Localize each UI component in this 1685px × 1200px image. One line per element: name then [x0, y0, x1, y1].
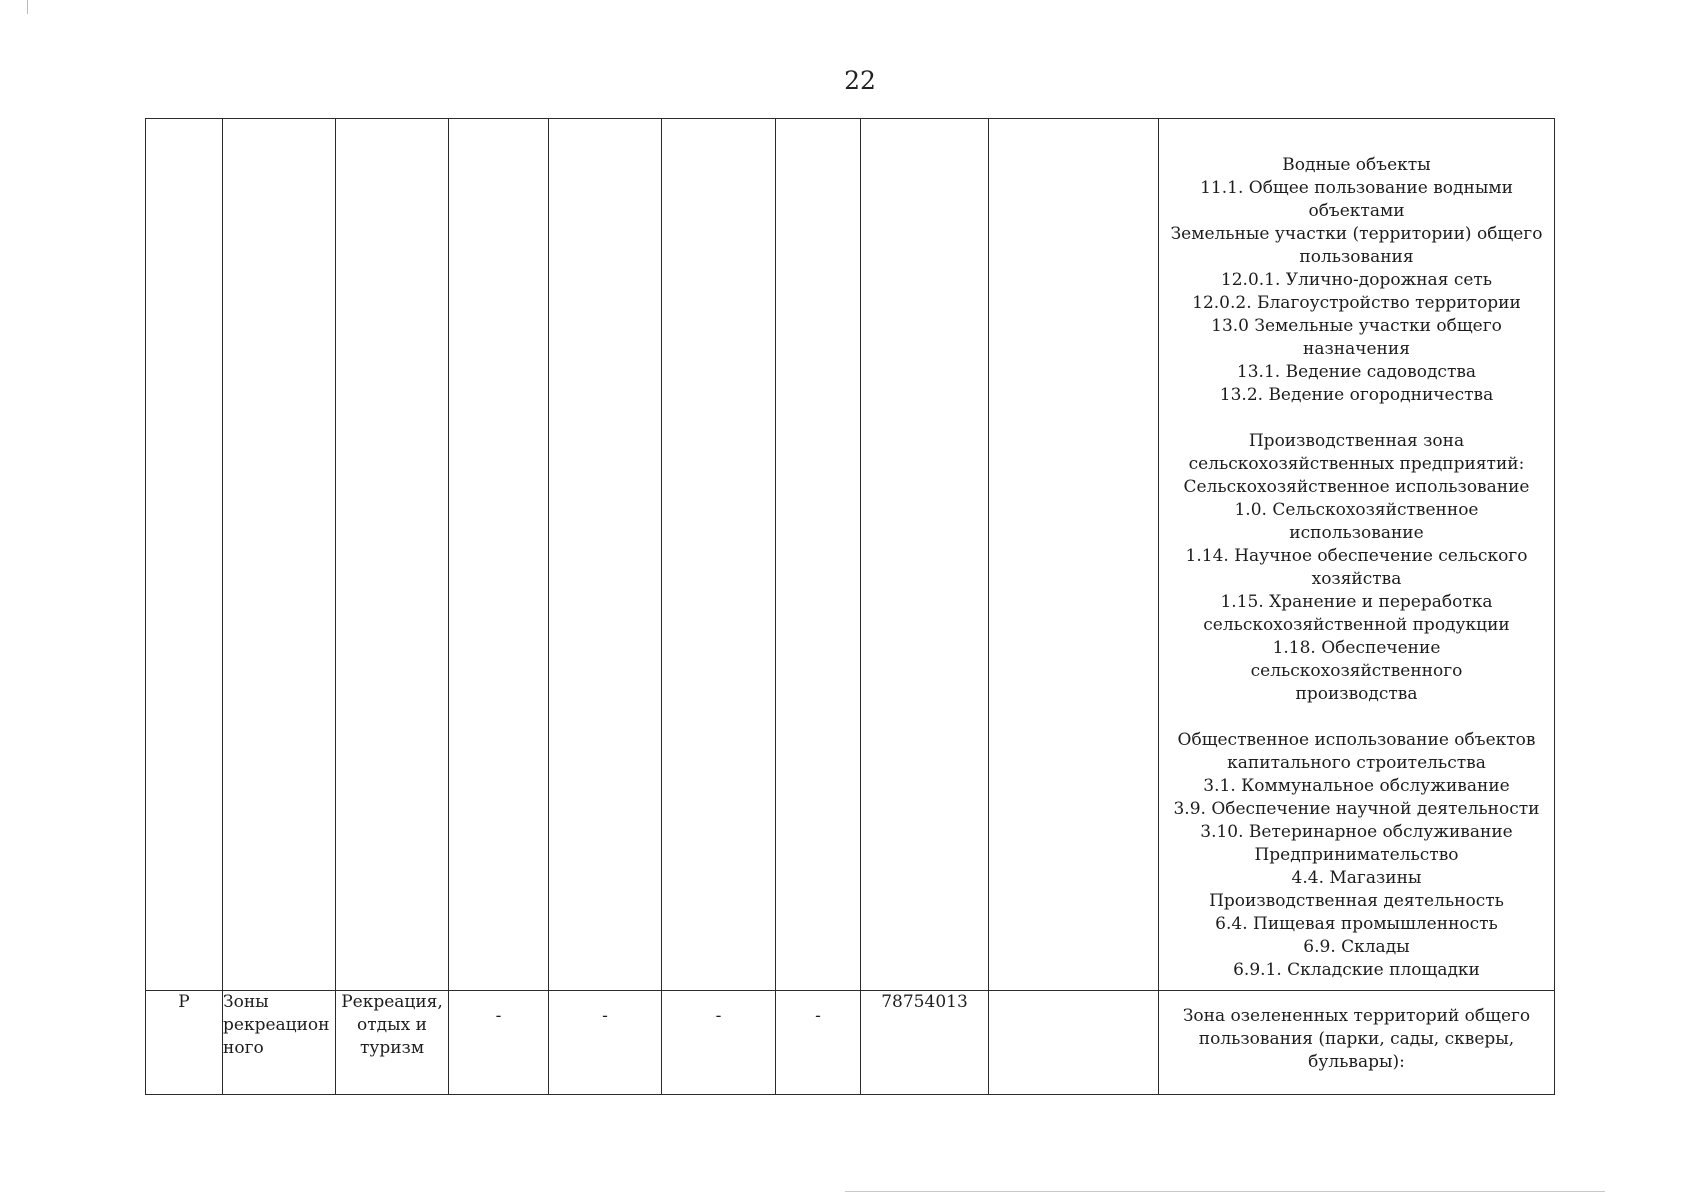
text-line: Зоны	[223, 992, 269, 1012]
text-line: 3.9. Обеспечение научной деятельности	[1173, 799, 1540, 819]
text-line: 13.2. Ведение огородничества	[1219, 385, 1494, 405]
text-line: хозяйства	[1311, 569, 1402, 589]
text-line: производства	[1295, 684, 1418, 704]
cell-note	[989, 119, 1159, 991]
zones-table	[145, 118, 1555, 1095]
text-line: сельскохозяйственных предприятий:	[1188, 454, 1525, 474]
cell-col-5: -	[549, 991, 662, 1095]
text-line: Производственная деятельность	[1209, 891, 1504, 911]
text-line: 6.4. Пищевая промышленность	[1215, 914, 1498, 934]
cell-col-6	[662, 119, 776, 991]
text-line: Предпринимательство	[1254, 845, 1459, 865]
text-line: сельскохозяйственной продукции	[1203, 615, 1510, 635]
cell-purpose	[336, 119, 449, 991]
text-line: бульвары):	[1308, 1052, 1405, 1072]
cell-col-4: -	[449, 991, 549, 1095]
text-line: ного	[223, 1038, 264, 1058]
cell-oktmo: 78754013	[861, 991, 989, 1095]
text-line: отдых и	[357, 1015, 427, 1035]
text-line: 1.14. Научное обеспечение сельского	[1185, 546, 1528, 566]
text-line: 6.9. Склады	[1303, 937, 1410, 957]
text-line: 12.0.1. Улично-дорожная сеть	[1220, 270, 1493, 290]
text-line: пользования	[1299, 247, 1414, 267]
text-line: 11.1. Общее пользование водными	[1200, 178, 1513, 198]
table-row-continued	[146, 119, 1555, 991]
text-line: 1.18. Обеспечение сельскохозяйственного	[1250, 638, 1463, 681]
cell-col-7: -	[776, 991, 861, 1095]
cell-col-6: -	[662, 991, 776, 1095]
cell-zone-name	[223, 991, 336, 1095]
text-line: 3.10. Ветеринарное обслуживание	[1200, 822, 1513, 842]
cell-col-4	[449, 119, 549, 991]
text-line: 1.15. Хранение и переработка	[1220, 592, 1493, 612]
text-line: Земельные участки (территории) общего	[1170, 224, 1543, 244]
uses-block-agricultural	[1167, 430, 1546, 706]
table-row-recreation	[146, 991, 1555, 1095]
text-line: 4.4. Магазины	[1291, 868, 1422, 888]
cell-permitted-uses	[1159, 991, 1555, 1095]
cell-zone-name	[223, 119, 336, 991]
text-line: 12.0.2. Благоустройство территории	[1192, 293, 1521, 313]
text-line: 3.1. Коммунальное обслуживание	[1203, 776, 1510, 796]
text-line: 13.1. Ведение садоводства	[1236, 362, 1477, 382]
text-line: туризм	[359, 1038, 425, 1058]
text-line: Производственная зона	[1248, 431, 1465, 451]
text-line: рекреацион	[223, 1015, 330, 1035]
cell-permitted-uses	[1159, 119, 1555, 991]
uses-block-public	[1167, 729, 1546, 982]
scan-artifact-line	[845, 1191, 1605, 1192]
cell-code	[146, 119, 223, 991]
text-line: Общественное использование объектов	[1177, 730, 1536, 750]
text-line: Водные объекты	[1282, 155, 1431, 175]
uses-block-water	[1167, 154, 1546, 407]
text-line: капитального строительства	[1227, 753, 1486, 773]
page-number: 22	[844, 66, 876, 95]
cell-oktmo	[861, 119, 989, 991]
text-line: 1.0. Сельскохозяйственное использование	[1234, 500, 1479, 543]
cell-col-7	[776, 119, 861, 991]
text-line: Зона озелененных территорий общего	[1182, 1006, 1531, 1026]
text-line: Рекреация,	[341, 992, 443, 1012]
text-line: 13.0 Земельные участки общего назначения	[1211, 316, 1502, 359]
cell-col-5	[549, 119, 662, 991]
scan-edge-mark	[27, 0, 28, 14]
cell-note	[989, 991, 1159, 1095]
text-line: Сельскохозяйственное использование	[1183, 477, 1530, 497]
text-line: 6.9.1. Складские площадки	[1233, 960, 1480, 980]
text-line: объектами	[1308, 201, 1405, 221]
text-line: пользования (парки, сады, скверы,	[1198, 1029, 1515, 1049]
cell-purpose	[336, 991, 449, 1095]
cell-code: Р	[146, 991, 223, 1095]
